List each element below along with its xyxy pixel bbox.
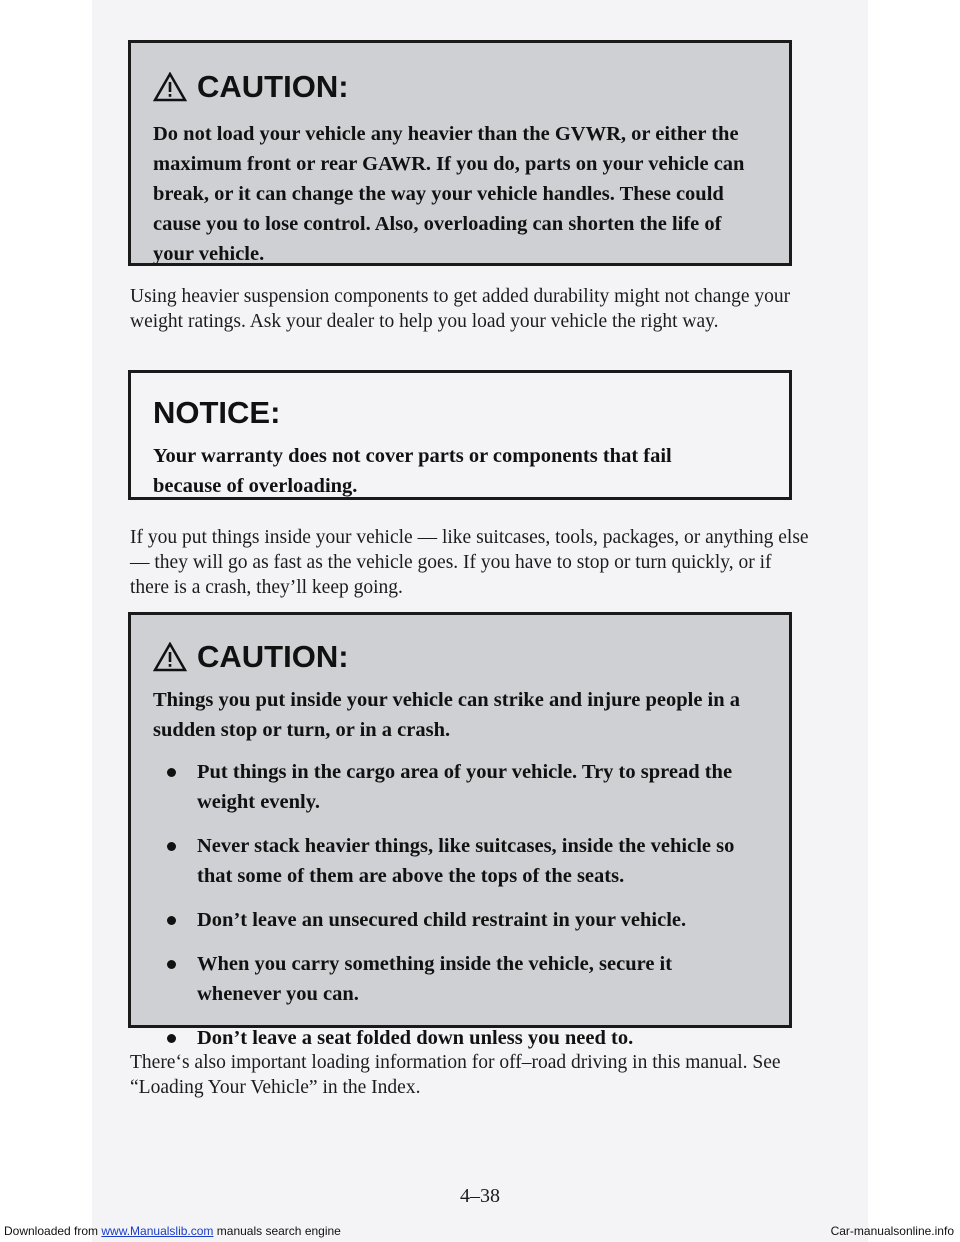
caution-intro: Things you put inside your vehicle can strike and injure people in a sudden stop or turn, or in a crash. xyxy=(153,689,741,741)
notice-title-label: NOTICE: xyxy=(153,395,281,430)
caution-title-label: CAUTION: xyxy=(197,69,349,104)
warning-triangle-icon xyxy=(153,72,187,102)
list-item: Never stack heavier things, like suitcases, inside the vehicle so that some of them are above the tops of the seats. xyxy=(153,831,753,891)
list-item: Put things in the cargo area of your vehicle. Try to spread the weight evenly. xyxy=(153,757,753,817)
caution-title-label: CAUTION: xyxy=(197,639,349,674)
notice-text: Your warranty does not cover parts or components that fail because of overloading. xyxy=(153,445,672,497)
bullet-icon xyxy=(167,842,176,851)
manualslib-link[interactable]: www.Manualslib.com xyxy=(101,1224,214,1238)
warning-triangle-icon xyxy=(153,642,187,672)
download-footer xyxy=(0,1220,960,1242)
notice-box xyxy=(128,370,792,500)
bullet-icon xyxy=(167,1034,176,1043)
paragraph-suspension: Using heavier suspension components to get added durability might not change your weight ratings. Ask your dealer to help you load your vehicle the right way. xyxy=(130,286,791,332)
caution-text: Do not load your vehicle any heavier than the GVWR, or either the maximum front or rear GAWR. If you do, parts on your vehicle can break, or it can change the way your vehicle handles. These could cause you to lose control. Also, overloading can shorten the life of your vehicle. xyxy=(153,123,745,265)
page-number: 4–38 xyxy=(460,1185,500,1207)
paragraph-loose-items: If you put things inside your vehicle — like suitcases, tools, packages, or anything else — they will go as fast as the vehicle goes. If you have to stop or turn quickly, or if there is a crash, they’ll keep going. xyxy=(130,527,809,598)
caution-title xyxy=(153,69,769,105)
watermark-text: Car-manualsonline.info xyxy=(830,1224,954,1238)
bullet-icon xyxy=(167,960,176,969)
caution-title xyxy=(153,639,769,675)
footer-source: Downloaded from www.Manualslib.com manuals search engine xyxy=(4,1224,341,1238)
caution-box-overloading xyxy=(128,40,792,266)
caution-box-cargo xyxy=(128,612,792,1049)
paragraph-offroad: There‘s also important loading information for off–road driving in this manual. See “Loading Your Vehicle” in the Index. xyxy=(130,1052,781,1098)
bullet-icon xyxy=(167,768,176,777)
list-item: Don’t leave an unsecured child restraint in your vehicle. xyxy=(153,905,753,935)
list-item: When you carry something inside the vehicle, secure it whenever you can. xyxy=(153,949,753,1009)
caution-bullet-list xyxy=(153,757,753,1053)
notice-title xyxy=(153,395,769,431)
bullet-icon xyxy=(167,916,176,925)
list-item: Don’t leave a seat folded down unless you need to. xyxy=(153,1023,753,1053)
